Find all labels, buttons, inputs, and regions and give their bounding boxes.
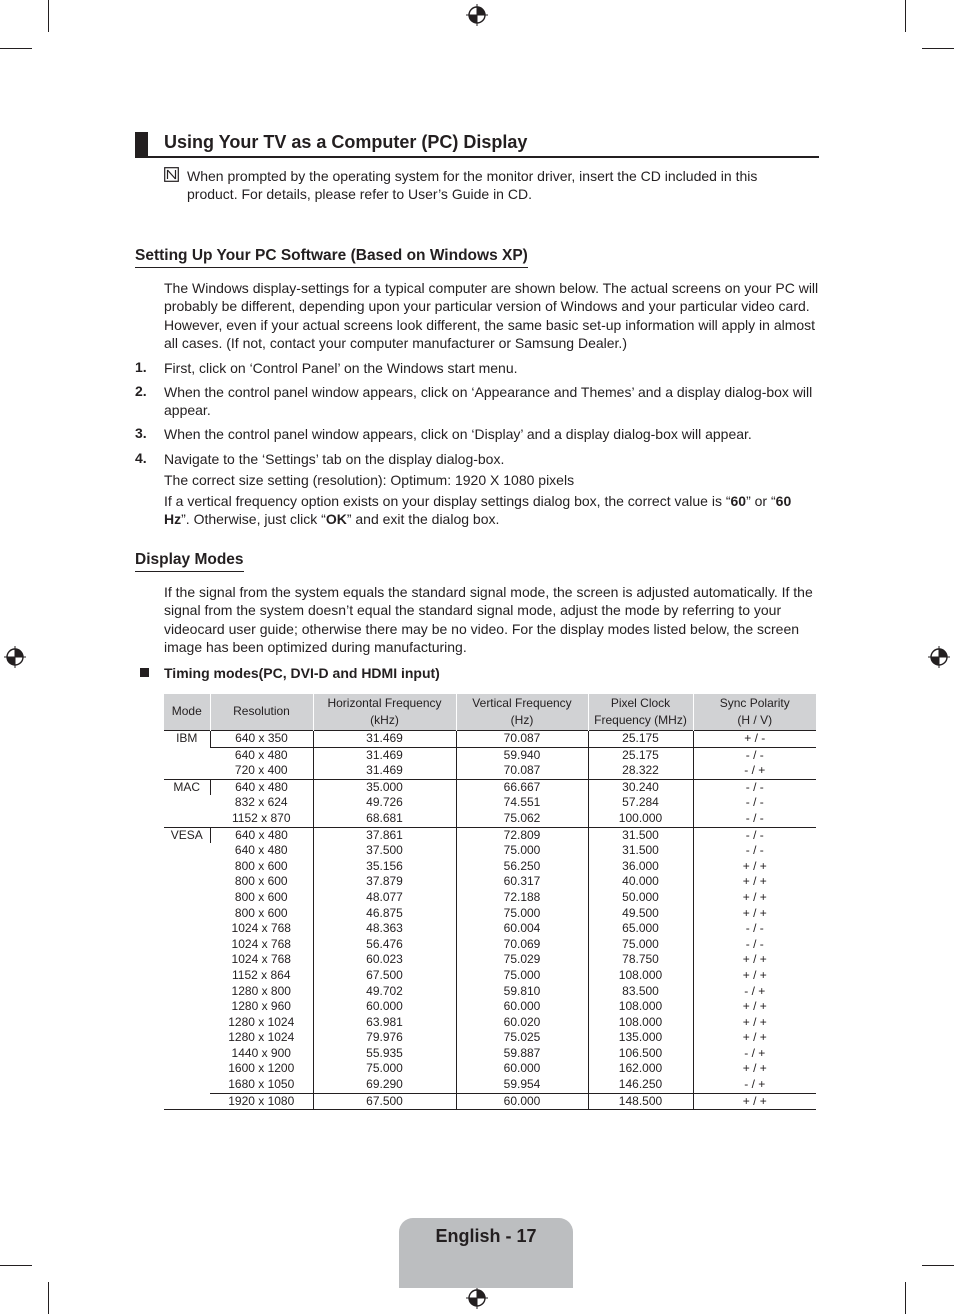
table-row: [164, 874, 816, 890]
table-cell: + / +: [693, 952, 816, 968]
step-text: When the control panel window appears, click on ‘Appearance and Themes’ and a display dialog-box will appear.: [164, 384, 813, 418]
table-cell: 75.062: [456, 811, 588, 827]
table-cell: 60.000: [456, 1061, 588, 1077]
table-row: [164, 795, 816, 811]
table-cell: 25.175: [588, 747, 693, 763]
table-cell: - / +: [693, 1077, 816, 1093]
table-cell: 60.020: [456, 1015, 588, 1031]
table-cell: + / +: [693, 859, 816, 875]
table-cell: 75.000: [456, 906, 588, 922]
table-cell: + / +: [693, 1093, 816, 1110]
table-cell: 31.469: [313, 763, 456, 779]
table-cell: 37.879: [313, 874, 456, 890]
table-cell: 135.000: [588, 1030, 693, 1046]
table-cell: 60.000: [313, 999, 456, 1015]
table-row: [164, 731, 816, 748]
table-cell: 55.935: [313, 1046, 456, 1062]
column-header: Resolution: [210, 694, 313, 731]
table-cell: - / -: [693, 747, 816, 763]
table-cell: 100.000: [588, 811, 693, 827]
ok-label: OK: [325, 511, 347, 527]
table-cell: 75.000: [313, 1061, 456, 1077]
frequency-text: ” or “: [746, 493, 776, 509]
table-row: [164, 1015, 816, 1031]
table-cell: - / -: [693, 843, 816, 859]
frequency-text: ” and exit the dialog box.: [346, 511, 500, 527]
table-cell: 832 x 624: [234, 795, 288, 810]
table-row: [164, 921, 816, 937]
table-row: [164, 747, 816, 763]
table-cell: 49.702: [313, 984, 456, 1000]
table-cell: + / +: [693, 968, 816, 984]
table-cell: 67.500: [313, 968, 456, 984]
column-header: Vertical Frequency (Hz): [456, 694, 588, 731]
table-cell: 74.551: [456, 795, 588, 811]
registration-mark-icon: [466, 4, 488, 26]
table-cell: 1024 x 768: [231, 952, 291, 967]
table-cell: 37.861: [313, 827, 456, 843]
page-number: English - 17: [435, 1226, 537, 1246]
table-cell: 59.954: [456, 1077, 588, 1093]
table-cell: 75.029: [456, 952, 588, 968]
table-row: [164, 937, 816, 953]
table-cell: 640 x 480: [210, 827, 313, 843]
table-cell: + / +: [693, 1061, 816, 1077]
table-cell: 66.667: [456, 779, 588, 795]
table-cell: 35.156: [313, 859, 456, 875]
bullet-square: [140, 668, 149, 677]
table-cell: - / -: [693, 811, 816, 827]
table-row: [164, 999, 816, 1015]
table-cell: 40.000: [588, 874, 693, 890]
table-cell: 30.240: [588, 779, 693, 795]
table-row: [164, 763, 816, 779]
table-row: [164, 984, 816, 1000]
table-cell: 108.000: [588, 1015, 693, 1031]
table-cell: 1024 x 768: [231, 921, 291, 936]
setup-heading: Setting Up Your PC Software (Based on Windows XP): [135, 247, 528, 268]
table-row: [164, 968, 816, 984]
table-cell: 1280 x 960: [231, 999, 291, 1014]
column-header: Horizontal Frequency (kHz): [313, 694, 456, 731]
table-cell: - / -: [693, 795, 816, 811]
step-text: Navigate to the ‘Settings’ tab on the display dialog-box.: [164, 451, 505, 467]
table-cell: 108.000: [588, 999, 693, 1015]
table-cell: 75.025: [456, 1030, 588, 1046]
crop-mark: [905, 1282, 906, 1314]
table-cell: 78.750: [588, 952, 693, 968]
table-cell: 70.069: [456, 937, 588, 953]
table-cell: 59.887: [456, 1046, 588, 1062]
table-cell: 640 x 480: [210, 747, 313, 763]
table-cell: 108.000: [588, 968, 693, 984]
table-cell: 59.810: [456, 984, 588, 1000]
table-cell: 720 x 400: [234, 763, 288, 778]
table-row: [164, 811, 816, 827]
table-cell: 65.000: [588, 921, 693, 937]
table-cell: + / +: [693, 906, 816, 922]
table-cell: 72.809: [456, 827, 588, 843]
table-cell: 60.000: [456, 999, 588, 1015]
table-cell: 70.087: [456, 763, 588, 779]
crop-mark: [0, 48, 32, 49]
table-cell: 59.940: [456, 747, 588, 763]
table-cell: + / +: [693, 874, 816, 890]
table-cell: 37.500: [313, 843, 456, 859]
mode-cell: MAC: [164, 779, 210, 827]
registration-mark-icon: [4, 646, 26, 668]
table-cell: 162.000: [588, 1061, 693, 1077]
section-title: Using Your TV as a Computer (PC) Display: [164, 132, 528, 152]
table-row: [164, 906, 816, 922]
table-cell: + / +: [693, 1030, 816, 1046]
crop-mark: [905, 0, 906, 32]
table-cell: 56.476: [313, 937, 456, 953]
table-cell: 46.875: [313, 906, 456, 922]
resolution-line: The correct size setting (resolution): Optimum: 1920 X 1080 pixels: [164, 472, 575, 488]
step-number: 1.: [135, 359, 147, 375]
table-cell: 148.500: [588, 1093, 693, 1110]
frequency-text: If a vertical frequency option exists on your display settings dialog box, the correct value is “: [164, 493, 731, 509]
crop-mark: [922, 1265, 954, 1266]
table-cell: 60.023: [313, 952, 456, 968]
table-cell: 1280 x 800: [231, 983, 291, 998]
table-cell: 75.000: [588, 937, 693, 953]
table-cell: + / +: [693, 999, 816, 1015]
table-row: [164, 1077, 816, 1093]
table-cell: 1680 x 1050: [228, 1077, 295, 1092]
table-cell: + / +: [693, 1015, 816, 1031]
column-header: Sync Polarity (H / V): [693, 694, 816, 731]
table-header-row: [164, 694, 816, 731]
table-cell: 36.000: [588, 859, 693, 875]
column-header: Mode: [164, 694, 210, 731]
table-cell: 31.500: [588, 827, 693, 843]
note-text: When prompted by the operating system for the monitor driver, insert the CD included in this product. For details, please refer to User’s Guide in CD.: [187, 168, 758, 202]
table-cell: 35.000: [313, 779, 456, 795]
column-header: Pixel Clock Frequency (MHz): [588, 694, 693, 731]
frequency-value: 60: [730, 493, 747, 509]
table-cell: 48.077: [313, 890, 456, 906]
step-text: First, click on ‘Control Panel’ on the Windows start menu.: [164, 360, 518, 376]
display-modes-intro: If the signal from the system equals the standard signal mode, the screen is adjusted automatically. If the signal from the system doesn’t equal the standard signal mode, adjust the mode by referring to your videocard user guide; otherwise there may be no video. For the display modes listed below, the screen image has been optimized during manufacturing.: [164, 584, 813, 655]
table-row: [164, 843, 816, 859]
table-cell: 800 x 600: [234, 858, 288, 873]
table-cell: 48.363: [313, 921, 456, 937]
table-cell: 70.087: [456, 731, 588, 748]
table-cell: - / +: [693, 1046, 816, 1062]
table-cell: 75.000: [456, 843, 588, 859]
table-cell: + / +: [693, 890, 816, 906]
table-cell: 1920 x 1080: [210, 1093, 313, 1110]
step-number: 4.: [135, 450, 147, 466]
crop-mark: [48, 0, 49, 32]
table-cell: 31.500: [588, 843, 693, 859]
table-cell: 60.317: [456, 874, 588, 890]
table-cell: 68.681: [313, 811, 456, 827]
table-cell: 63.981: [313, 1015, 456, 1031]
table-cell: 640 x 480: [210, 779, 313, 795]
mode-cell: VESA: [164, 827, 210, 1110]
table-cell: 67.500: [313, 1093, 456, 1110]
table-cell: 49.500: [588, 906, 693, 922]
table-cell: 640 x 480: [234, 843, 288, 858]
setup-intro: The Windows display-settings for a typical computer are shown below. The actual screens on your PC will probably be different, depending upon your particular version of Windows and your particular video card. However, even if your actual screens look different, the same basic set-up information will apply in almost all cases. (If not, contact your computer manufacturer or Samsung Dealer.): [164, 280, 819, 351]
step-number: 2.: [135, 383, 147, 399]
display-modes-heading: Display Modes: [135, 551, 244, 572]
registration-mark-icon: [466, 1287, 488, 1309]
step-number: 3.: [135, 425, 147, 441]
table-cell: - / -: [693, 827, 816, 843]
section-marker: [135, 132, 148, 158]
section-rule: [135, 156, 819, 158]
table-cell: 640 x 350: [210, 731, 313, 748]
table-cell: 56.250: [456, 859, 588, 875]
frequency-line: [164, 492, 819, 528]
table-cell: 1280 x 1024: [228, 1014, 295, 1029]
table-row: [164, 1061, 816, 1077]
table-row: [164, 890, 816, 906]
table-row: [164, 779, 816, 795]
table-cell: 49.726: [313, 795, 456, 811]
table-row: [164, 1030, 816, 1046]
table-cell: + / -: [693, 731, 816, 748]
table-cell: 800 x 600: [234, 889, 288, 904]
table-cell: 1152 x 864: [232, 967, 291, 982]
table-cell: 146.250: [588, 1077, 693, 1093]
table-cell: - / +: [693, 984, 816, 1000]
table-cell: 28.322: [588, 763, 693, 779]
table-row: [164, 859, 816, 875]
table-row: [164, 827, 816, 843]
table-row: [164, 1093, 816, 1110]
table-cell: 800 x 600: [234, 905, 288, 920]
frequency-value: 60 Hz: [164, 493, 792, 527]
crop-mark: [922, 48, 954, 49]
table-cell: 31.469: [313, 747, 456, 763]
table-cell: 60.004: [456, 921, 588, 937]
table-cell: - / -: [693, 921, 816, 937]
crop-mark: [48, 1282, 49, 1314]
table-cell: 60.000: [456, 1093, 588, 1110]
table-cell: 1440 x 900: [231, 1045, 291, 1060]
table-cell: 25.175: [588, 731, 693, 748]
timing-modes-title: Timing modes(PC, DVI-D and HDMI input): [164, 665, 440, 681]
table-cell: 31.469: [313, 731, 456, 748]
table-cell: 1280 x 1024: [228, 1030, 295, 1045]
table-cell: - / -: [693, 779, 816, 795]
crop-mark: [0, 1265, 32, 1266]
table-row: [164, 1046, 816, 1062]
table-cell: 83.500: [588, 984, 693, 1000]
table-cell: 72.188: [456, 890, 588, 906]
timing-modes-table: [164, 694, 816, 1110]
table-cell: 69.290: [313, 1077, 456, 1093]
table-cell: 800 x 600: [234, 874, 288, 889]
table-cell: 79.976: [313, 1030, 456, 1046]
table-cell: 1024 x 768: [231, 936, 291, 951]
table-cell: 1600 x 1200: [228, 1061, 295, 1076]
table-cell: 1152 x 870: [232, 810, 291, 825]
table-cell: 50.000: [588, 890, 693, 906]
frequency-text: ”. Otherwise, just click “: [181, 511, 326, 527]
table-cell: 106.500: [588, 1046, 693, 1062]
note-icon: [164, 167, 179, 182]
table-cell: 57.284: [588, 795, 693, 811]
registration-mark-icon: [928, 646, 950, 668]
table-cell: 75.000: [456, 968, 588, 984]
table-cell: - / -: [693, 937, 816, 953]
table-row: [164, 952, 816, 968]
step-text: When the control panel window appears, click on ‘Display’ and a display dialog-box will appear.: [164, 426, 752, 442]
table-cell: - / +: [693, 763, 816, 779]
mode-cell: IBM: [164, 731, 210, 780]
